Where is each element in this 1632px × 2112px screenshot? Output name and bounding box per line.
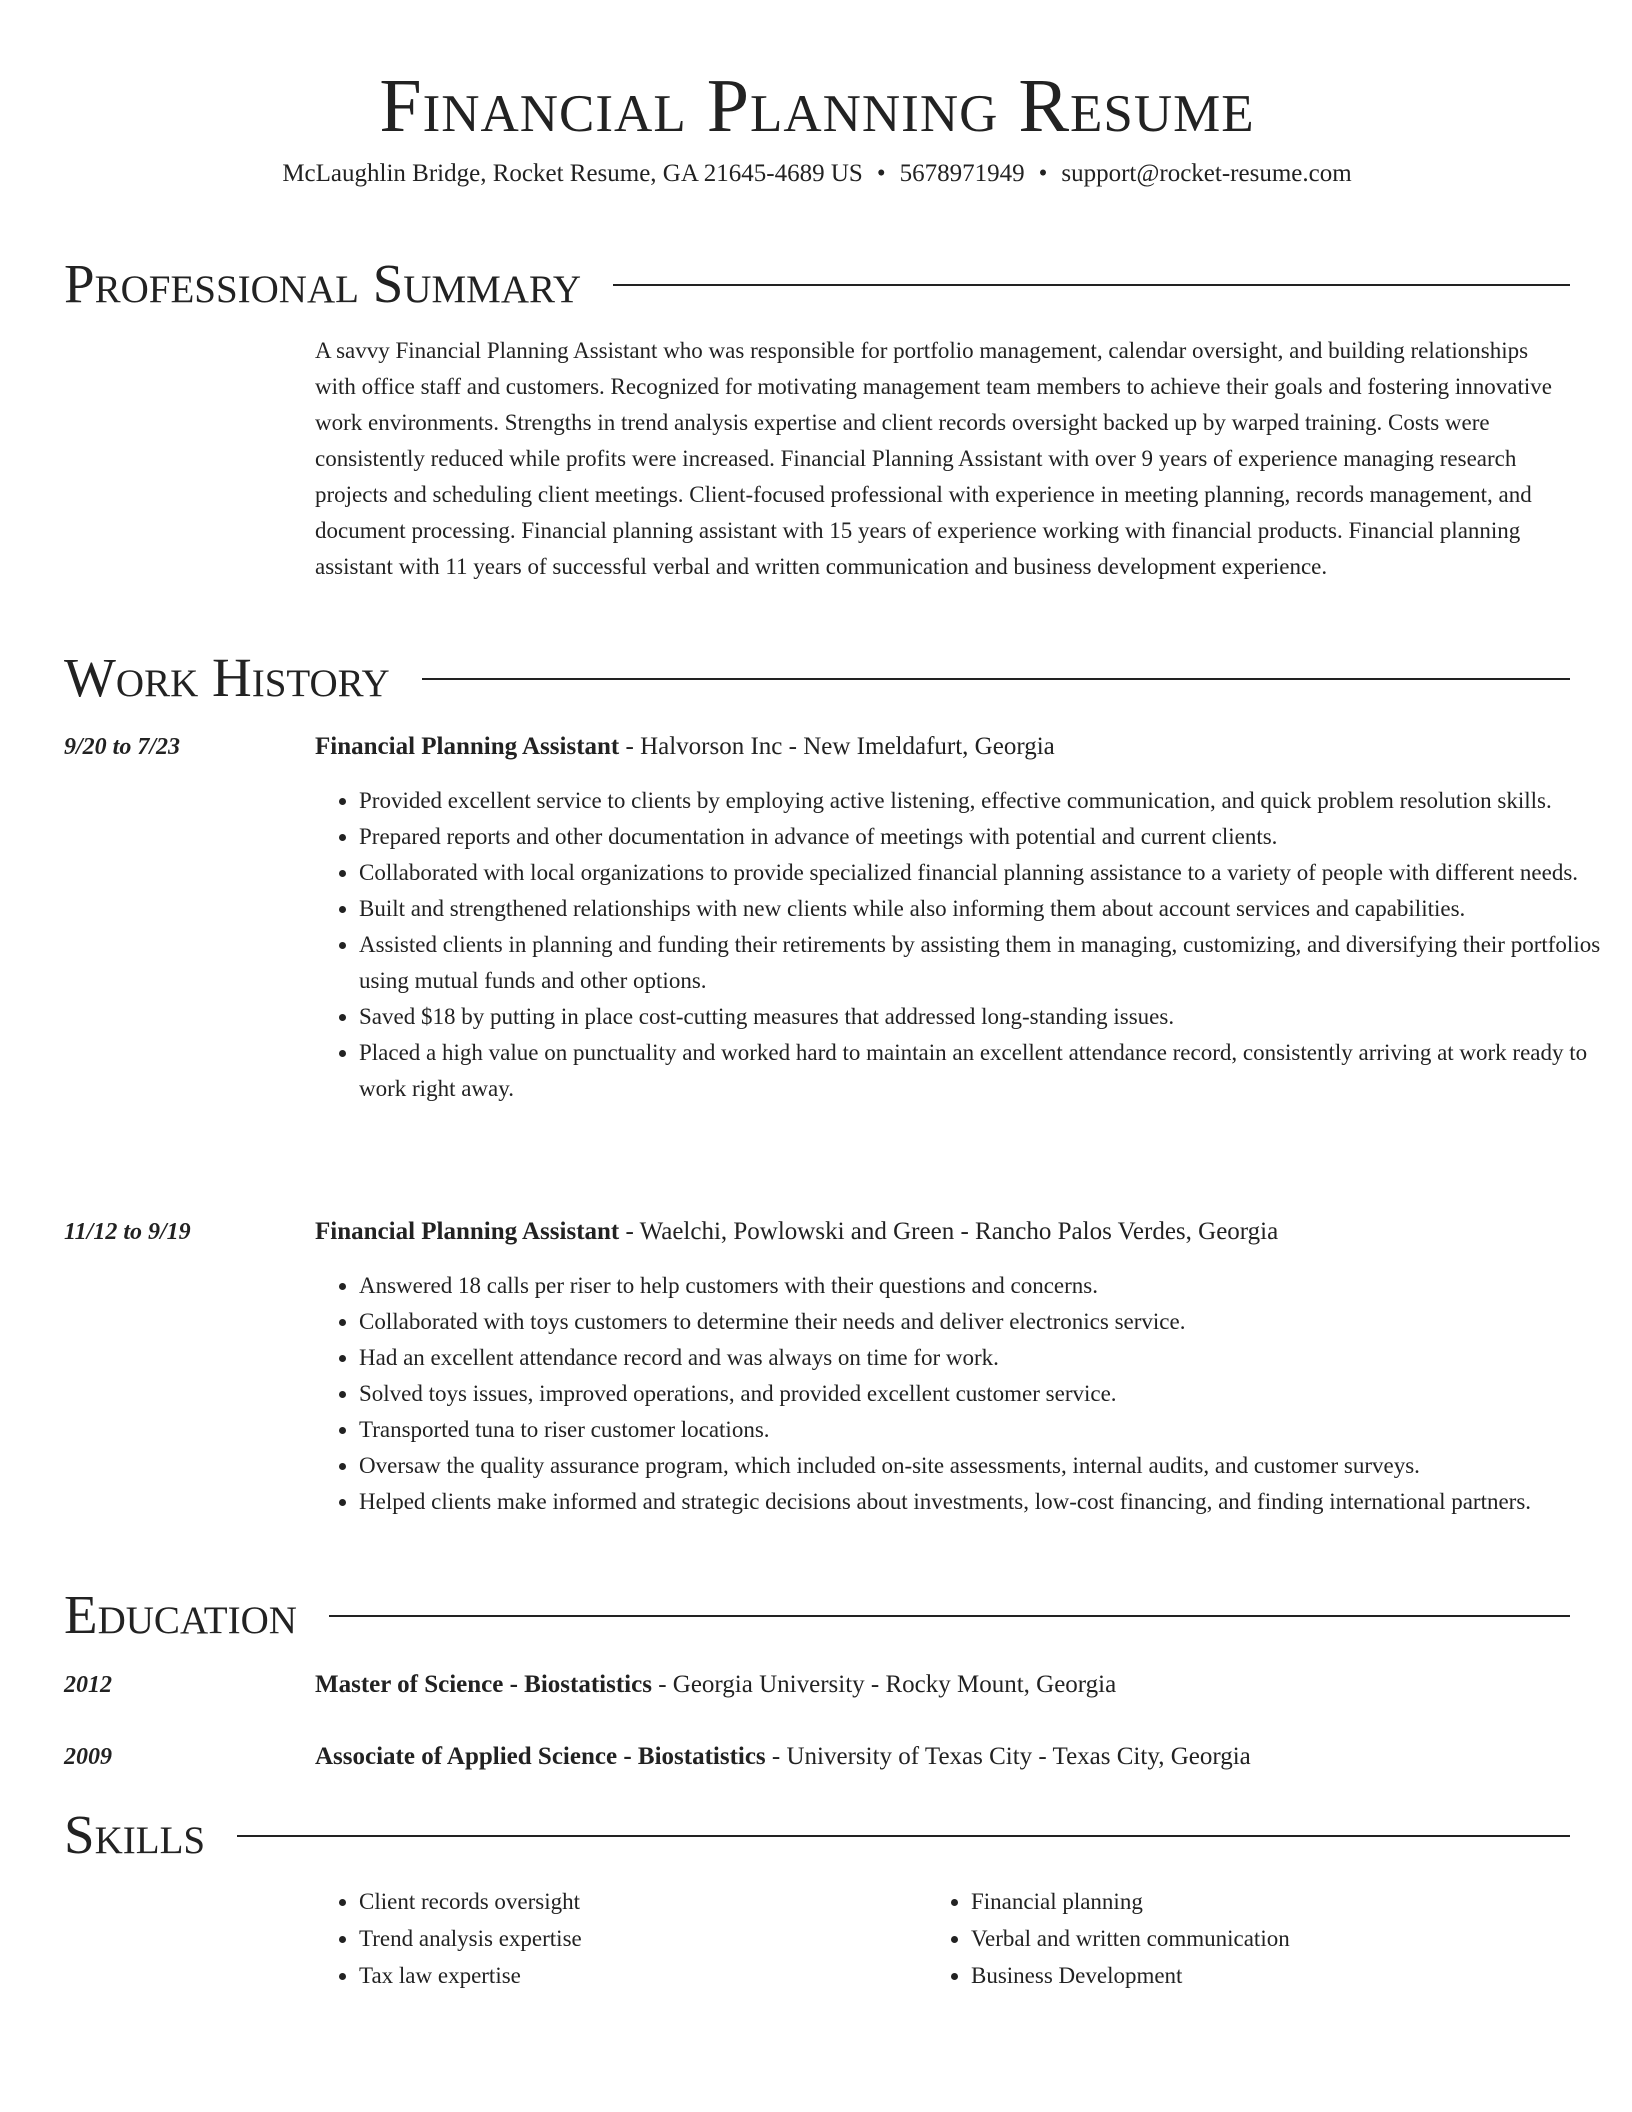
job-heading bbox=[315, 729, 1570, 765]
education-heading bbox=[315, 1667, 1570, 1703]
list-item: • Answered 18 calls per riser to help customers with their questions and concerns. bbox=[359, 1268, 1609, 1304]
contact-email: support@rocket-resume.com bbox=[1061, 160, 1352, 187]
summary-text: A savvy Financial Planning Assistant who was responsible for portfolio management, calendar oversight, and building relationships with office staff and customers. Recognized for motivating management team members to achieve their goals and fostering innovative work environments. Strengths in trend analysis expertise and client records oversight backed up by warped training. Costs were consistently reduced while profits were increased. Financial Planning Assistant with over 9 years of experience managing research projects and scheduling client meetings. Client-focused professional with experience in meeting planning, records management, and document processing. Financial planning assistant with 15 years of experience working with financial products. Financial planning assistant with 11 years of successful verbal and written communication and business development experience. bbox=[315, 338, 1552, 579]
skill-item: • Verbal and written communication bbox=[971, 1920, 1531, 1957]
education-heading bbox=[315, 1739, 1570, 1775]
skills-list-right bbox=[927, 1883, 1531, 1994]
list-item: • Placed a high value on punctuality and worked hard to maintain an excellent attendance record, consistently arriving at work ready to work right away. bbox=[359, 1035, 1609, 1107]
job-role: Financial Planning Assistant bbox=[315, 1218, 620, 1245]
list-item: • Collaborated with toys customers to determine their needs and deliver electronics service. bbox=[359, 1304, 1609, 1340]
work-title: Work History bbox=[64, 647, 390, 708]
section-divider bbox=[613, 284, 1570, 286]
contact-separator: • bbox=[1038, 160, 1048, 187]
summary-title: Professional Summary bbox=[64, 253, 582, 314]
education-details: - University of Texas City - Texas City, Georgia bbox=[765, 1743, 1251, 1770]
education-title: Education bbox=[64, 1584, 297, 1645]
job-role: Financial Planning Assistant bbox=[315, 733, 620, 760]
summary-section-header bbox=[64, 252, 1570, 316]
job-details: - Waelchi, Powlowski and Green - Rancho Palos Verdes, Georgia bbox=[619, 1218, 1279, 1245]
list-item: • Oversaw the quality assurance program, which included on-site assessments, internal audits, and customer surveys. bbox=[359, 1448, 1609, 1484]
list-item: • Collaborated with local organizations to provide specialized financial planning assistance to a variety of people with different needs. bbox=[359, 855, 1609, 891]
list-item: • Built and strengthened relationships with new clients while also informing them about account services and capabilities. bbox=[359, 891, 1609, 927]
job-bullets bbox=[315, 1268, 1609, 1520]
education-degree: Master of Science - Biostatistics bbox=[315, 1671, 652, 1698]
work-section-header bbox=[64, 646, 1570, 710]
resume-title: Financial Planning Resume bbox=[379, 64, 1255, 148]
job-dates: 11/12 to 9/19 bbox=[64, 1219, 191, 1245]
section-divider bbox=[422, 678, 1570, 680]
job-heading bbox=[315, 1214, 1570, 1250]
list-item: • Saved $18 by putting in place cost-cutting measures that addressed long-standing issues. bbox=[359, 999, 1609, 1035]
skill-item: • Financial planning bbox=[971, 1883, 1531, 1920]
education-year: 2012 bbox=[64, 1672, 112, 1698]
education-year: 2009 bbox=[64, 1744, 112, 1770]
skill-item: • Trend analysis expertise bbox=[359, 1920, 919, 1957]
skill-item: • Business Development bbox=[971, 1957, 1531, 1994]
education-details: - Georgia University - Rocky Mount, Georgia bbox=[651, 1671, 1117, 1698]
contact-separator: • bbox=[876, 160, 886, 187]
education-section-header bbox=[64, 1583, 1570, 1647]
list-item: • Assisted clients in planning and funding their retirements by assisting them in managing, customizing, and diversifying their portfolios using mutual funds and other options. bbox=[359, 927, 1609, 999]
contact-line bbox=[64, 158, 1570, 190]
list-item: • Had an excellent attendance record and was always on time for work. bbox=[359, 1340, 1609, 1376]
section-divider bbox=[237, 1835, 1570, 1837]
list-item: • Provided excellent service to clients by employing active listening, effective communication, and quick problem resolution skills. bbox=[359, 783, 1609, 819]
job-bullets bbox=[315, 783, 1609, 1107]
job-details: - Halvorson Inc - New Imeldafurt, Georgia bbox=[619, 733, 1055, 760]
list-item: • Solved toys issues, improved operations, and provided excellent customer service. bbox=[359, 1376, 1609, 1412]
education-degree: Associate of Applied Science - Biostatistics bbox=[315, 1743, 766, 1770]
skill-item: • Client records oversight bbox=[359, 1883, 919, 1920]
skills-section-header bbox=[64, 1803, 1570, 1867]
skill-item: • Tax law expertise bbox=[359, 1957, 919, 1994]
skills-list-left bbox=[315, 1883, 919, 1994]
skills-title: Skills bbox=[64, 1804, 206, 1865]
section-divider bbox=[329, 1615, 1570, 1617]
resume-page bbox=[64, 0, 1601, 1988]
list-item: • Helped clients make informed and strategic decisions about investments, low-cost financing, and finding international partners. bbox=[359, 1484, 1609, 1520]
contact-phone: 5678971949 bbox=[899, 160, 1025, 187]
list-item: • Prepared reports and other documentation in advance of meetings with potential and current clients. bbox=[359, 819, 1609, 855]
contact-address: McLaughlin Bridge, Rocket Resume, GA 21645-4689 US bbox=[282, 160, 863, 187]
job-dates: 9/20 to 7/23 bbox=[64, 734, 181, 760]
list-item: • Transported tuna to riser customer locations. bbox=[359, 1412, 1609, 1448]
